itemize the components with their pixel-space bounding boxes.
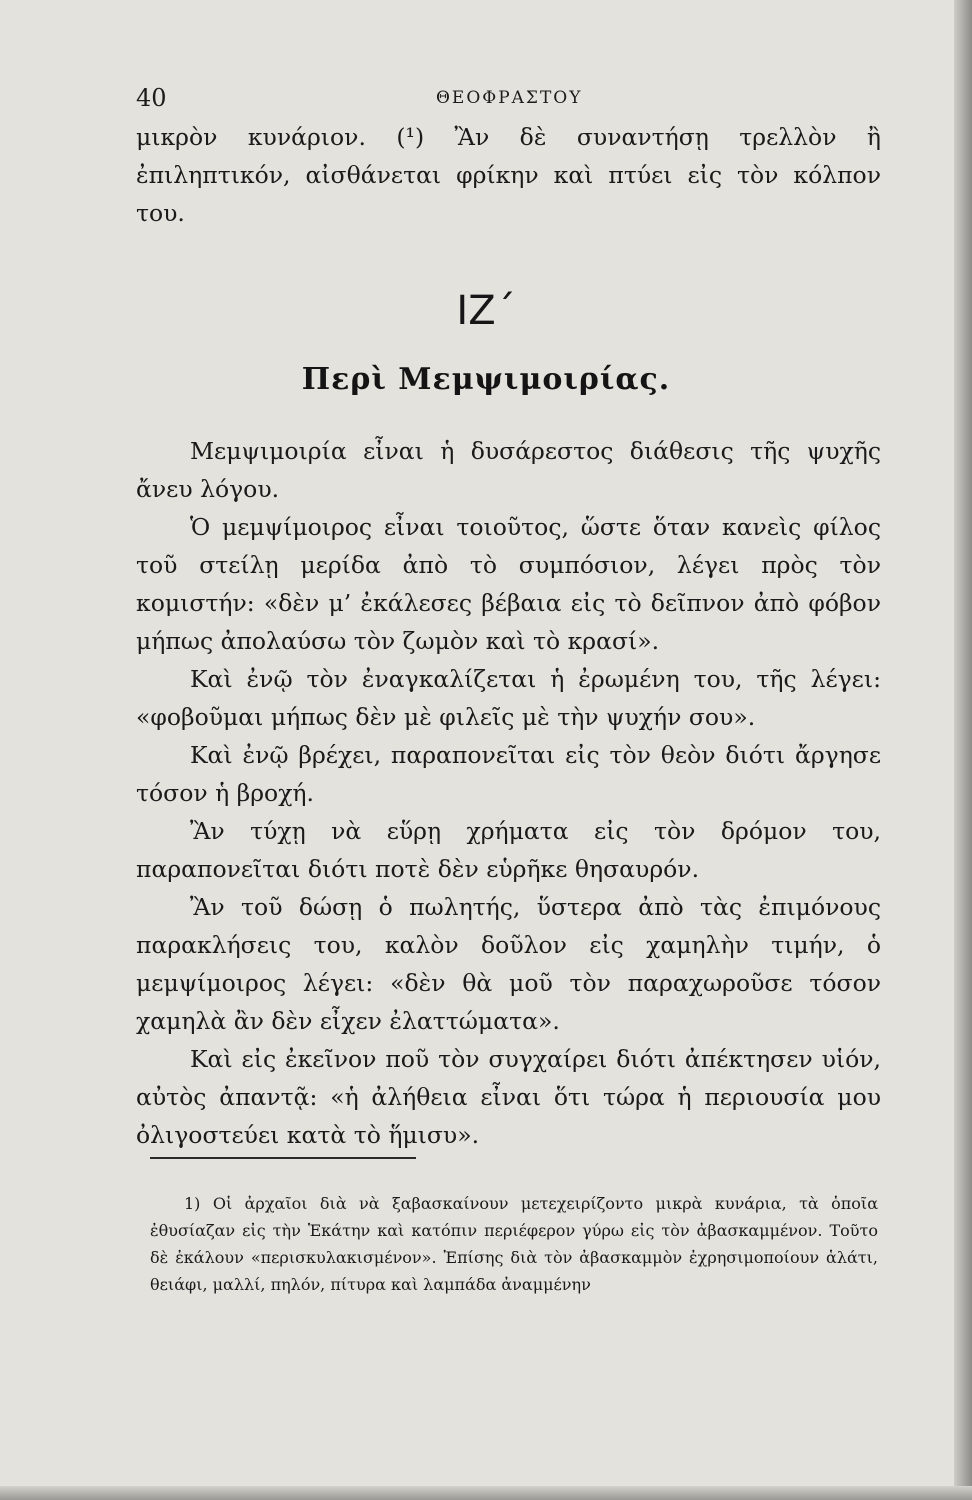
paragraph: Μεμψιμοιρία εἶναι ἡ δυσάρεστος διάθεσις τῆς ψυχῆς ἄνευ λόγου.: [136, 437, 881, 503]
running-header: [136, 84, 876, 114]
paragraph: Ὁ μεμψίμοιρος εἶναι τοιοῦτος, ὥστε ὅταν κανεὶς φίλος τοῦ στείλῃ μερίδα ἀπὸ τὸ συμπόσιον, λέγει πρὸς τὸν κομιστήν: «δὲν μ’ ἐκάλεσες βέβαια εἰς τὸ δεῖπνον ἀπὸ φόβον μήπως ἀπολαύσω τὸν ζωμὸν καὶ τὸ κρασί».: [136, 513, 881, 655]
continued-paragraph: μικρὸν κυνάριον. (¹) Ἂν δὲ συναντήσῃ τρελλὸν ἢ ἐπιληπτικόν, αἰσθάνεται φρίκην καὶ πτύει εἰς τὸν κόλπον του.: [136, 123, 881, 227]
page-bottom-shadow: [0, 1486, 972, 1500]
paragraph: Καὶ ἐνῷ βρέχει, παραπονεῖται εἰς τὸν θεὸν διότι ἄργησε τόσον ἡ βροχή.: [136, 741, 881, 807]
page-edge-shadow: [954, 0, 972, 1500]
paragraph: Καὶ εἰς ἐκεῖνον ποῦ τὸν συγχαίρει διότι ἀπέκτησεν υἱόν, αὐτὸς ἀπαντᾷ: «ἡ ἀλήθεια εἶναι ὅτι τώρα ἡ περιουσία μου ὀλιγοστεύει κατὰ τὸ ἥμισυ».: [136, 1045, 881, 1149]
chapter-body: [136, 432, 881, 1154]
paragraph: Καὶ ἐνῷ τὸν ἐναγκαλίζεται ἡ ἐρωμένη του, τῆς λέγει: «φοβοῦμαι μήπως δὲν μὲ φιλεῖς μὲ τὴν ψυχήν σου».: [136, 665, 881, 731]
footnote-divider: [150, 1157, 416, 1159]
chapter-number: ΙΖ΄: [456, 288, 516, 334]
page-number: 40: [136, 84, 167, 112]
paragraph: Ἂν τύχῃ νὰ εὕρῃ χρήματα εἰς τὸν δρόμον του, παραπονεῖται διότι ποτὲ δὲν εὑρῆκε θησαυρόν.: [136, 817, 881, 883]
footnotes: [150, 1190, 878, 1298]
running-title: ΘΕΟΦΡΑΣΤΟΥ: [436, 88, 583, 108]
continued-text: [136, 118, 881, 232]
footnote: 1) Οἱ ἀρχαῖοι διὰ νὰ ξαβασκαίνουν μετεχειρίζοντο μικρὰ κυνάρια, τὰ ὁποῖα ἐθυσίαζαν εἰς τὴν Ἑκάτην καὶ κατόπιν περιέφερον γύρω εἰς τὸν ἀβασκαμμένον. Τοῦτο δὲ ἐκάλουν «περισκυλακισμένον». Ἐπίσης διὰ τὸν ἀβασκαμμὸν ἐχρησιμοποίουν ἁλάτι, θειάφι, μαλλί, πηλόν, πίτυρα καὶ λαμπάδα ἀναμμένην: [150, 1194, 878, 1294]
chapter-title: Περὶ Μεμψιμοιρίας.: [301, 362, 671, 397]
paragraph: Ἂν τοῦ δώσῃ ὁ πωλητής, ὕστερα ἀπὸ τὰς ἐπιμόνους παρακλήσεις του, καλὸν δοῦλον εἰς χαμηλὴν τιμήν, ὁ μεμψίμοιρος λέγει: «δὲν θὰ μοῦ τὸν παραχωροῦσε τόσον χαμηλὰ ἂν δὲν εἶχεν ἐλαττώματα».: [136, 893, 881, 1035]
